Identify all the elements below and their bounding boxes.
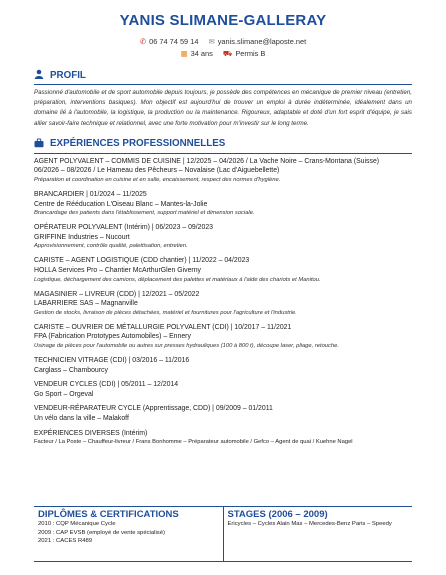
job-title: OPÉRATEUR POLYVALENT (Intérim) | 06/2023 – 09/2023 — [34, 224, 213, 232]
job-entry — [34, 323, 412, 351]
job-description: Approvisionnement, contrôle qualité, palettisation, entretien. — [34, 243, 188, 250]
job-description: Gestion de stocks, livraison de pièces détachées, matériel et fournitures pour l'agriculture et l'industrie. — [34, 309, 297, 316]
job-company: Centre de Rééducation L'Oiseau Blanc – Mantes-la-Jolie — [34, 200, 208, 208]
car-icon: ⛟ — [222, 49, 233, 58]
person-icon — [34, 69, 45, 81]
job-entry — [34, 256, 412, 284]
profile-heading — [34, 69, 412, 81]
job-company: HOLLA Services Pro – Chantier McArthurGlen Giverny — [34, 266, 201, 274]
diverse-title: EXPÉRIENCES DIVERSES (Intérim) — [34, 429, 148, 437]
license-value: Permis B — [235, 49, 266, 58]
internships-box — [223, 507, 413, 561]
profile-title: PROFIL — [50, 69, 86, 81]
profile-text: Passionné d'automobile et de sport automobile depuis toujours, je possède des compétences en mécanique de premier niveau (entretien, préparation, interventions basiques). Mon objectif est aujourd'hui de trouver un emploi à durée indéterminée, idéalement dans un domaine lié à l'automobile, la logistique, la production ou la maintenance. Rigoureux, adaptable et doté d'un fort esprit d'équipe, je sais allier savoir-faire technique et relationnel, avec une forte motivation pour m'investir sur le long terme. — [34, 89, 412, 127]
job-title: VENDEUR CYCLES (CDI) | 05/2011 – 12/2014 — [34, 381, 179, 389]
job-company: LABARRIERE SAS – Magnanville — [34, 300, 138, 308]
job-company: Go Sport – Orgeval — [34, 390, 94, 398]
job-company: FPA (Fabrication Prototypes Automobiles) – Ennery — [34, 333, 191, 341]
age-entry — [181, 49, 215, 58]
email-address: yanis.slimane@laposte.net — [217, 37, 307, 46]
diploma-item: 2021 : CACES R489 — [38, 538, 93, 544]
profile-divider — [34, 84, 412, 85]
candidate-name: YANIS SLIMANE-GALLERAY — [119, 12, 327, 29]
phone-icon: ✆ — [139, 37, 147, 46]
experience-divider — [34, 153, 412, 154]
job-company: GRIFFINE Industries – Nucourt — [34, 233, 130, 241]
job-entry — [34, 157, 412, 185]
job-entry — [34, 404, 412, 423]
diploma-item: 2009 : CAP EVSB (employé de vente spécialisé) — [38, 529, 165, 536]
job-title: AGENT POLYVALENT – COMMIS DE CUISINE | 12/2025 – 04/2026 / La Vache Noire – Crans-Montana (Suisse) — [34, 157, 380, 165]
phone-number: 06 74 74 59 14 — [149, 37, 199, 46]
briefcase-icon — [34, 138, 45, 150]
experience-title: EXPÉRIENCES PROFESSIONNELLES — [50, 138, 226, 150]
license-entry — [223, 49, 265, 58]
job-entry — [34, 356, 412, 375]
job-entry — [34, 380, 412, 399]
job-title: MAGASINIER – LIVREUR (CDD) | 12/2021 – 05/2022 — [34, 290, 200, 298]
job-entry — [34, 190, 412, 218]
diploma-item: 2010 : CQP Mécanique Cycle — [38, 521, 116, 527]
job-title: BRANCARDIER | 01/2024 – 11/2025 — [34, 191, 147, 198]
job-list — [34, 157, 412, 447]
job-company: 06/2026 – 08/2026 / Le Hameau des Pêcheurs – Novalaise (Lac d'Aiguebellette) — [34, 167, 280, 175]
job-title: CARISTE – OUVRIER DE MÉTALLURGIE POLYVALENT (CDI) | 10/2017 – 11/2021 — [34, 323, 292, 331]
job-title: CARISTE – AGENT LOGISTIQUE (CDD chantier) | 11/2022 – 04/2023 — [34, 257, 250, 265]
diverse-experience — [34, 429, 412, 448]
contact-block — [34, 36, 412, 60]
internships-title: STAGES (2006 – 2009) — [227, 509, 328, 520]
diverse-list: Facteur / La Poste – Chauffeur-livreur / Frans Bonhomme – Préparateur automobile / Gefco – Agent de quai / Kuehne Nagel — [34, 439, 353, 446]
phone-entry — [140, 37, 201, 46]
email-entry — [209, 37, 307, 46]
diplomas-box — [34, 507, 223, 561]
job-entry — [34, 223, 412, 251]
job-description: Logistique, déchargement des camions, déplacement des palettes et matériaux à l'aide des chariots et Manitou. — [34, 276, 321, 283]
age-value: 34 ans — [190, 49, 213, 58]
job-title: VENDEUR-RÉPARATEUR CYCLE (Apprentissage, CDD) | 09/2009 – 01/2011 — [34, 405, 273, 413]
job-company: Un vélo dans la ville – Malakoff — [34, 414, 129, 422]
bottom-boxes — [34, 506, 412, 562]
job-title: TECHNICIEN VITRAGE (CDI) | 03/2016 – 11/2016 — [34, 356, 190, 364]
experience-heading — [34, 138, 412, 150]
job-description: Préparation et coordination en cuisine et en salle, encaissement, respect des normes d'hygiène. — [34, 177, 281, 183]
job-description: Brancardage des patients dans l'établissement, support matériel et dimension sociale. — [34, 210, 255, 217]
job-company: Carglass – Chambourcy — [34, 366, 108, 374]
calendar-icon: ▦ — [180, 49, 188, 58]
internships-text: Ericycles – Cycles Alain Mas – Mercedes-Benz Paris – Speedy — [227, 521, 392, 527]
diplomas-title: DIPLÔMES & CERTIFICATIONS — [38, 509, 179, 520]
job-entry — [34, 290, 412, 318]
envelope-icon: ✉ — [208, 37, 215, 46]
job-description: Usinage de pièces pour l'automobile ou autres sur presses hydrauliques (100 à 800 t), découpe laser, pliage, retouche. — [34, 342, 339, 349]
